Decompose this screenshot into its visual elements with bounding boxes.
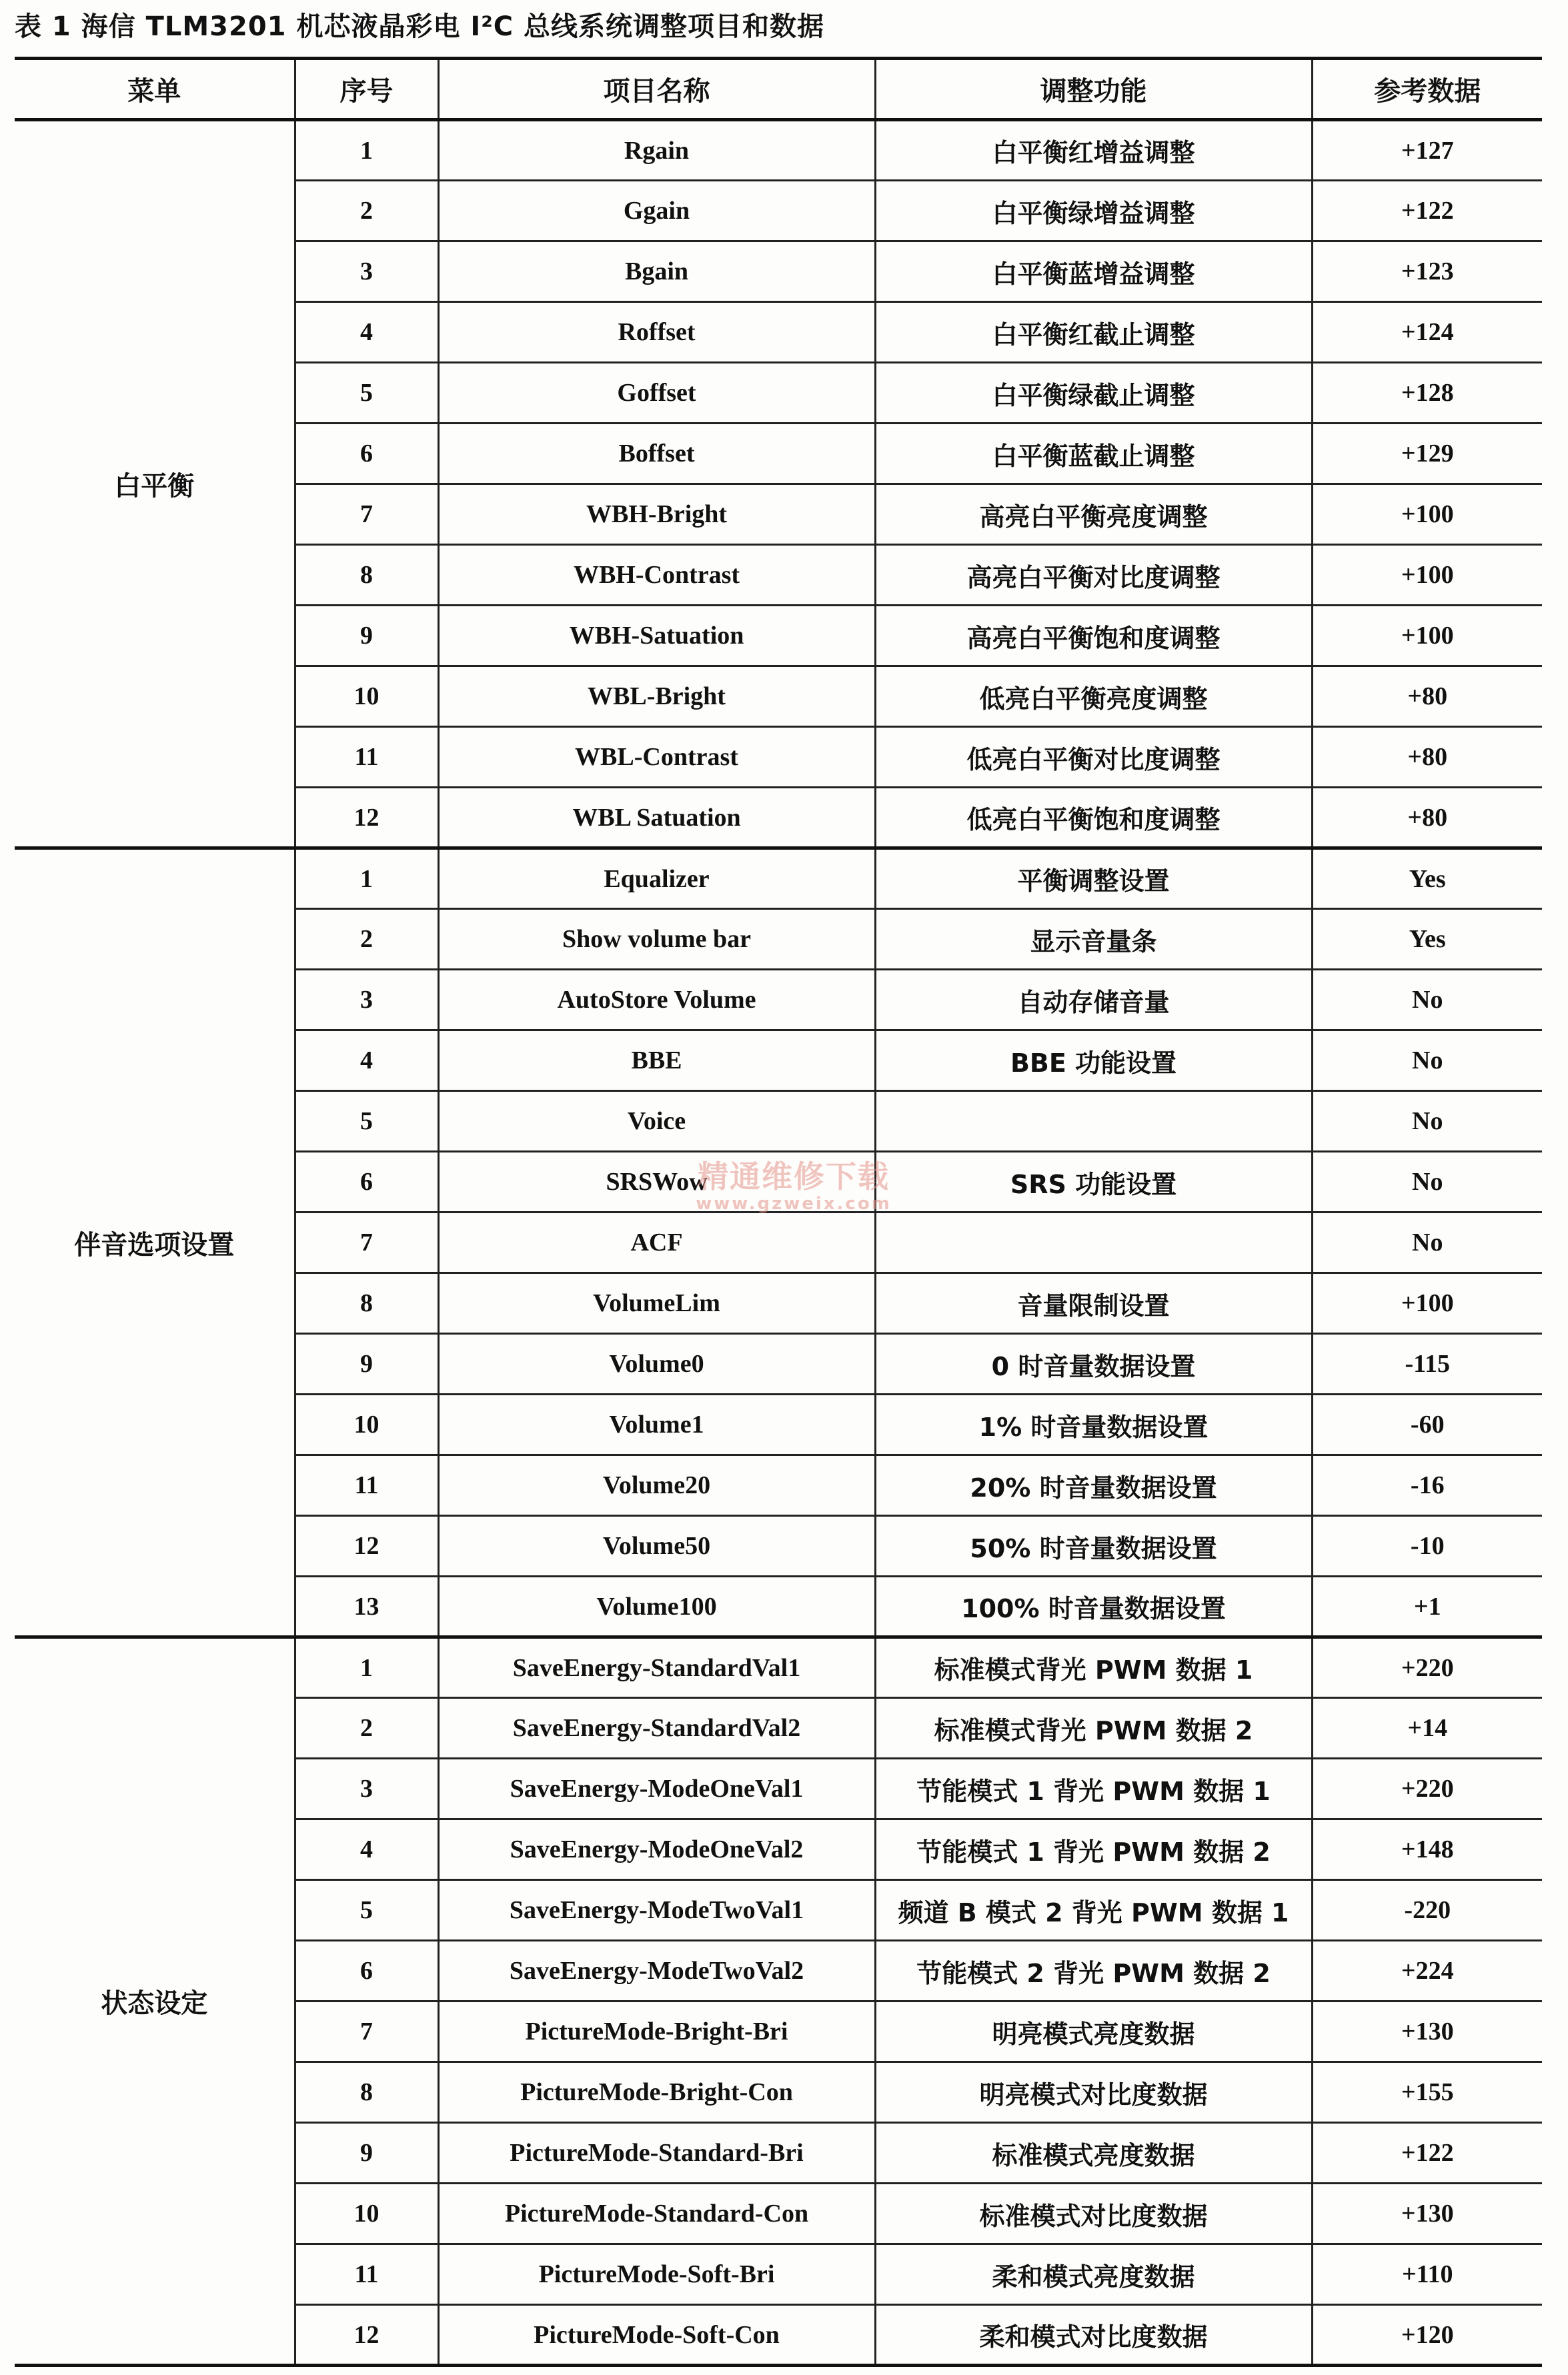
table-row <box>15 120 1542 181</box>
adjust-function: 明亮模式亮度数据 <box>875 2002 1312 2062</box>
item-name: Show volume bar <box>438 909 875 970</box>
item-name: WBH-Bright <box>438 484 875 545</box>
adjust-function: 100% 时音量数据设置 <box>875 1577 1312 1637</box>
reference-value: No <box>1312 1152 1542 1213</box>
reference-value: +122 <box>1312 2123 1542 2184</box>
item-name: Voice <box>438 1091 875 1152</box>
row-index: 12 <box>295 2305 438 2366</box>
reference-value: +100 <box>1312 484 1542 545</box>
adjust-function: 自动存储音量 <box>875 970 1312 1030</box>
row-index: 10 <box>295 2184 438 2244</box>
item-name: PictureMode-Soft-Bri <box>438 2244 875 2305</box>
adjust-function: 柔和模式对比度数据 <box>875 2305 1312 2366</box>
header-reference-value: 参考数据 <box>1312 59 1542 120</box>
table-header-row <box>15 59 1542 120</box>
row-index: 5 <box>295 1880 438 1941</box>
item-name: PictureMode-Standard-Con <box>438 2184 875 2244</box>
row-index: 4 <box>295 1819 438 1880</box>
item-name: Rgain <box>438 120 875 181</box>
item-name: PictureMode-Standard-Bri <box>438 2123 875 2184</box>
reference-value: -60 <box>1312 1395 1542 1455</box>
reference-value: +80 <box>1312 666 1542 727</box>
adjust-function: 音量限制设置 <box>875 1273 1312 1334</box>
table-body <box>15 120 1542 2366</box>
row-index: 1 <box>295 120 438 181</box>
reference-value: -115 <box>1312 1334 1542 1395</box>
adjust-function <box>875 1213 1312 1273</box>
reference-value: No <box>1312 1030 1542 1091</box>
item-name: PictureMode-Bright-Con <box>438 2062 875 2123</box>
item-name: Volume0 <box>438 1334 875 1395</box>
reference-value: Yes <box>1312 848 1542 909</box>
item-name: Ggain <box>438 181 875 241</box>
row-index: 12 <box>295 788 438 848</box>
reference-value: +122 <box>1312 181 1542 241</box>
reference-value: +148 <box>1312 1819 1542 1880</box>
row-index: 9 <box>295 2123 438 2184</box>
row-index: 13 <box>295 1577 438 1637</box>
adjustment-table <box>15 57 1542 2367</box>
reference-value: +100 <box>1312 1273 1542 1334</box>
adjust-function: 白平衡蓝增益调整 <box>875 241 1312 302</box>
adjust-function <box>875 1091 1312 1152</box>
reference-value: No <box>1312 1213 1542 1273</box>
item-name: WBL Satuation <box>438 788 875 848</box>
adjust-function: 柔和模式亮度数据 <box>875 2244 1312 2305</box>
adjust-function: SRS 功能设置 <box>875 1152 1312 1213</box>
adjust-function: 平衡调整设置 <box>875 848 1312 909</box>
row-index: 11 <box>295 727 438 788</box>
item-name: Equalizer <box>438 848 875 909</box>
adjust-function: 标准模式背光 PWM 数据 2 <box>875 1698 1312 1759</box>
adjust-function: 高亮白平衡饱和度调整 <box>875 606 1312 666</box>
reference-value: No <box>1312 1091 1542 1152</box>
reference-value: +155 <box>1312 2062 1542 2123</box>
row-index: 3 <box>295 970 438 1030</box>
adjust-function: 显示音量条 <box>875 909 1312 970</box>
adjust-function: 白平衡红增益调整 <box>875 120 1312 181</box>
row-index: 9 <box>295 1334 438 1395</box>
row-index: 7 <box>295 2002 438 2062</box>
adjust-function: 白平衡绿增益调整 <box>875 181 1312 241</box>
item-name: Bgain <box>438 241 875 302</box>
item-name: Boffset <box>438 424 875 484</box>
watermark-url: www.gzweix.com <box>696 1194 892 1214</box>
reference-value: +220 <box>1312 1759 1542 1819</box>
reference-value: +120 <box>1312 2305 1542 2366</box>
row-index: 11 <box>295 2244 438 2305</box>
row-index: 8 <box>295 545 438 606</box>
reference-value: +1 <box>1312 1577 1542 1637</box>
adjust-function: 白平衡红截止调整 <box>875 302 1312 363</box>
reference-value: +124 <box>1312 302 1542 363</box>
row-index: 2 <box>295 909 438 970</box>
reference-value: No <box>1312 970 1542 1030</box>
row-index: 7 <box>295 1213 438 1273</box>
reference-value: +80 <box>1312 788 1542 848</box>
row-index: 6 <box>295 1941 438 2002</box>
reference-value: Yes <box>1312 909 1542 970</box>
adjust-function: 标准模式亮度数据 <box>875 2123 1312 2184</box>
reference-value: +110 <box>1312 2244 1542 2305</box>
row-index: 5 <box>295 363 438 424</box>
row-index: 1 <box>295 1637 438 1698</box>
reference-value: +224 <box>1312 1941 1542 2002</box>
adjust-function: 白平衡绿截止调整 <box>875 363 1312 424</box>
row-index: 10 <box>295 666 438 727</box>
item-name: SaveEnergy-ModeOneVal2 <box>438 1819 875 1880</box>
reference-value: +130 <box>1312 2002 1542 2062</box>
adjust-function: 1% 时音量数据设置 <box>875 1395 1312 1455</box>
item-name: SaveEnergy-ModeTwoVal2 <box>438 1941 875 2002</box>
item-name: SaveEnergy-ModeOneVal1 <box>438 1759 875 1819</box>
adjust-function: 高亮白平衡亮度调整 <box>875 484 1312 545</box>
row-index: 4 <box>295 302 438 363</box>
reference-value: +129 <box>1312 424 1542 484</box>
reference-value: +128 <box>1312 363 1542 424</box>
reference-value: +127 <box>1312 120 1542 181</box>
adjust-function: 节能模式 1 背光 PWM 数据 1 <box>875 1759 1312 1819</box>
menu-group-label: 伴音选项设置 <box>15 848 295 1637</box>
item-name: Volume100 <box>438 1577 875 1637</box>
item-name: PictureMode-Bright-Bri <box>438 2002 875 2062</box>
reference-value: -220 <box>1312 1880 1542 1941</box>
reference-value: +80 <box>1312 727 1542 788</box>
row-index: 7 <box>295 484 438 545</box>
adjust-function: 0 时音量数据设置 <box>875 1334 1312 1395</box>
item-name: Roffset <box>438 302 875 363</box>
adjust-function: 标准模式背光 PWM 数据 1 <box>875 1637 1312 1698</box>
header-function: 调整功能 <box>875 59 1312 120</box>
reference-value: +123 <box>1312 241 1542 302</box>
row-index: 2 <box>295 1698 438 1759</box>
header-index: 序号 <box>295 59 438 120</box>
item-name: AutoStore Volume <box>438 970 875 1030</box>
adjust-function: 低亮白平衡饱和度调整 <box>875 788 1312 848</box>
item-name: Volume20 <box>438 1455 875 1516</box>
reference-value: +100 <box>1312 545 1542 606</box>
row-index: 2 <box>295 181 438 241</box>
adjust-function: 节能模式 2 背光 PWM 数据 2 <box>875 1941 1312 2002</box>
menu-group-label: 白平衡 <box>15 120 295 848</box>
table-title: 表 1 海信 TLM3201 机芯液晶彩电 I²C 总线系统调整项目和数据 <box>15 11 825 42</box>
reference-value: +100 <box>1312 606 1542 666</box>
row-index: 8 <box>295 1273 438 1334</box>
watermark-text: 精通维修下载 <box>698 1158 890 1195</box>
item-name: Volume1 <box>438 1395 875 1455</box>
item-name: SRSWow <box>438 1152 875 1213</box>
item-name: ACF <box>438 1213 875 1273</box>
row-index: 5 <box>295 1091 438 1152</box>
item-name: SaveEnergy-StandardVal2 <box>438 1698 875 1759</box>
reference-value: +14 <box>1312 1698 1542 1759</box>
item-name: VolumeLim <box>438 1273 875 1334</box>
adjust-function: 白平衡蓝截止调整 <box>875 424 1312 484</box>
row-index: 8 <box>295 2062 438 2123</box>
header-item-name: 项目名称 <box>438 59 875 120</box>
menu-group-label: 状态设定 <box>15 1637 295 2366</box>
adjust-function: 节能模式 1 背光 PWM 数据 2 <box>875 1819 1312 1880</box>
header-menu: 菜单 <box>15 59 295 120</box>
item-name: WBH-Satuation <box>438 606 875 666</box>
adjust-function: 低亮白平衡亮度调整 <box>875 666 1312 727</box>
item-name: Volume50 <box>438 1516 875 1577</box>
reference-value: +220 <box>1312 1637 1542 1698</box>
row-index: 6 <box>295 1152 438 1213</box>
item-name: PictureMode-Soft-Con <box>438 2305 875 2366</box>
row-index: 12 <box>295 1516 438 1577</box>
reference-value: -16 <box>1312 1455 1542 1516</box>
item-name: WBL-Contrast <box>438 727 875 788</box>
adjust-function: 频道 B 模式 2 背光 PWM 数据 1 <box>875 1880 1312 1941</box>
row-index: 4 <box>295 1030 438 1091</box>
item-name: Goffset <box>438 363 875 424</box>
adjust-function: 明亮模式对比度数据 <box>875 2062 1312 2123</box>
row-index: 3 <box>295 1759 438 1819</box>
adjust-function: 50% 时音量数据设置 <box>875 1516 1312 1577</box>
adjust-function: 标准模式对比度数据 <box>875 2184 1312 2244</box>
adjust-function: 高亮白平衡对比度调整 <box>875 545 1312 606</box>
item-name: SaveEnergy-StandardVal1 <box>438 1637 875 1698</box>
reference-value: +130 <box>1312 2184 1542 2244</box>
table-row <box>15 848 1542 909</box>
row-index: 1 <box>295 848 438 909</box>
adjust-function: 低亮白平衡对比度调整 <box>875 727 1312 788</box>
row-index: 10 <box>295 1395 438 1455</box>
item-name: WBH-Contrast <box>438 545 875 606</box>
row-index: 9 <box>295 606 438 666</box>
table-row <box>15 1637 1542 1698</box>
adjust-function: 20% 时音量数据设置 <box>875 1455 1312 1516</box>
adjust-function: BBE 功能设置 <box>875 1030 1312 1091</box>
row-index: 11 <box>295 1455 438 1516</box>
item-name: WBL-Bright <box>438 666 875 727</box>
item-name: SaveEnergy-ModeTwoVal1 <box>438 1880 875 1941</box>
item-name: BBE <box>438 1030 875 1091</box>
reference-value: -10 <box>1312 1516 1542 1577</box>
row-index: 3 <box>295 241 438 302</box>
row-index: 6 <box>295 424 438 484</box>
